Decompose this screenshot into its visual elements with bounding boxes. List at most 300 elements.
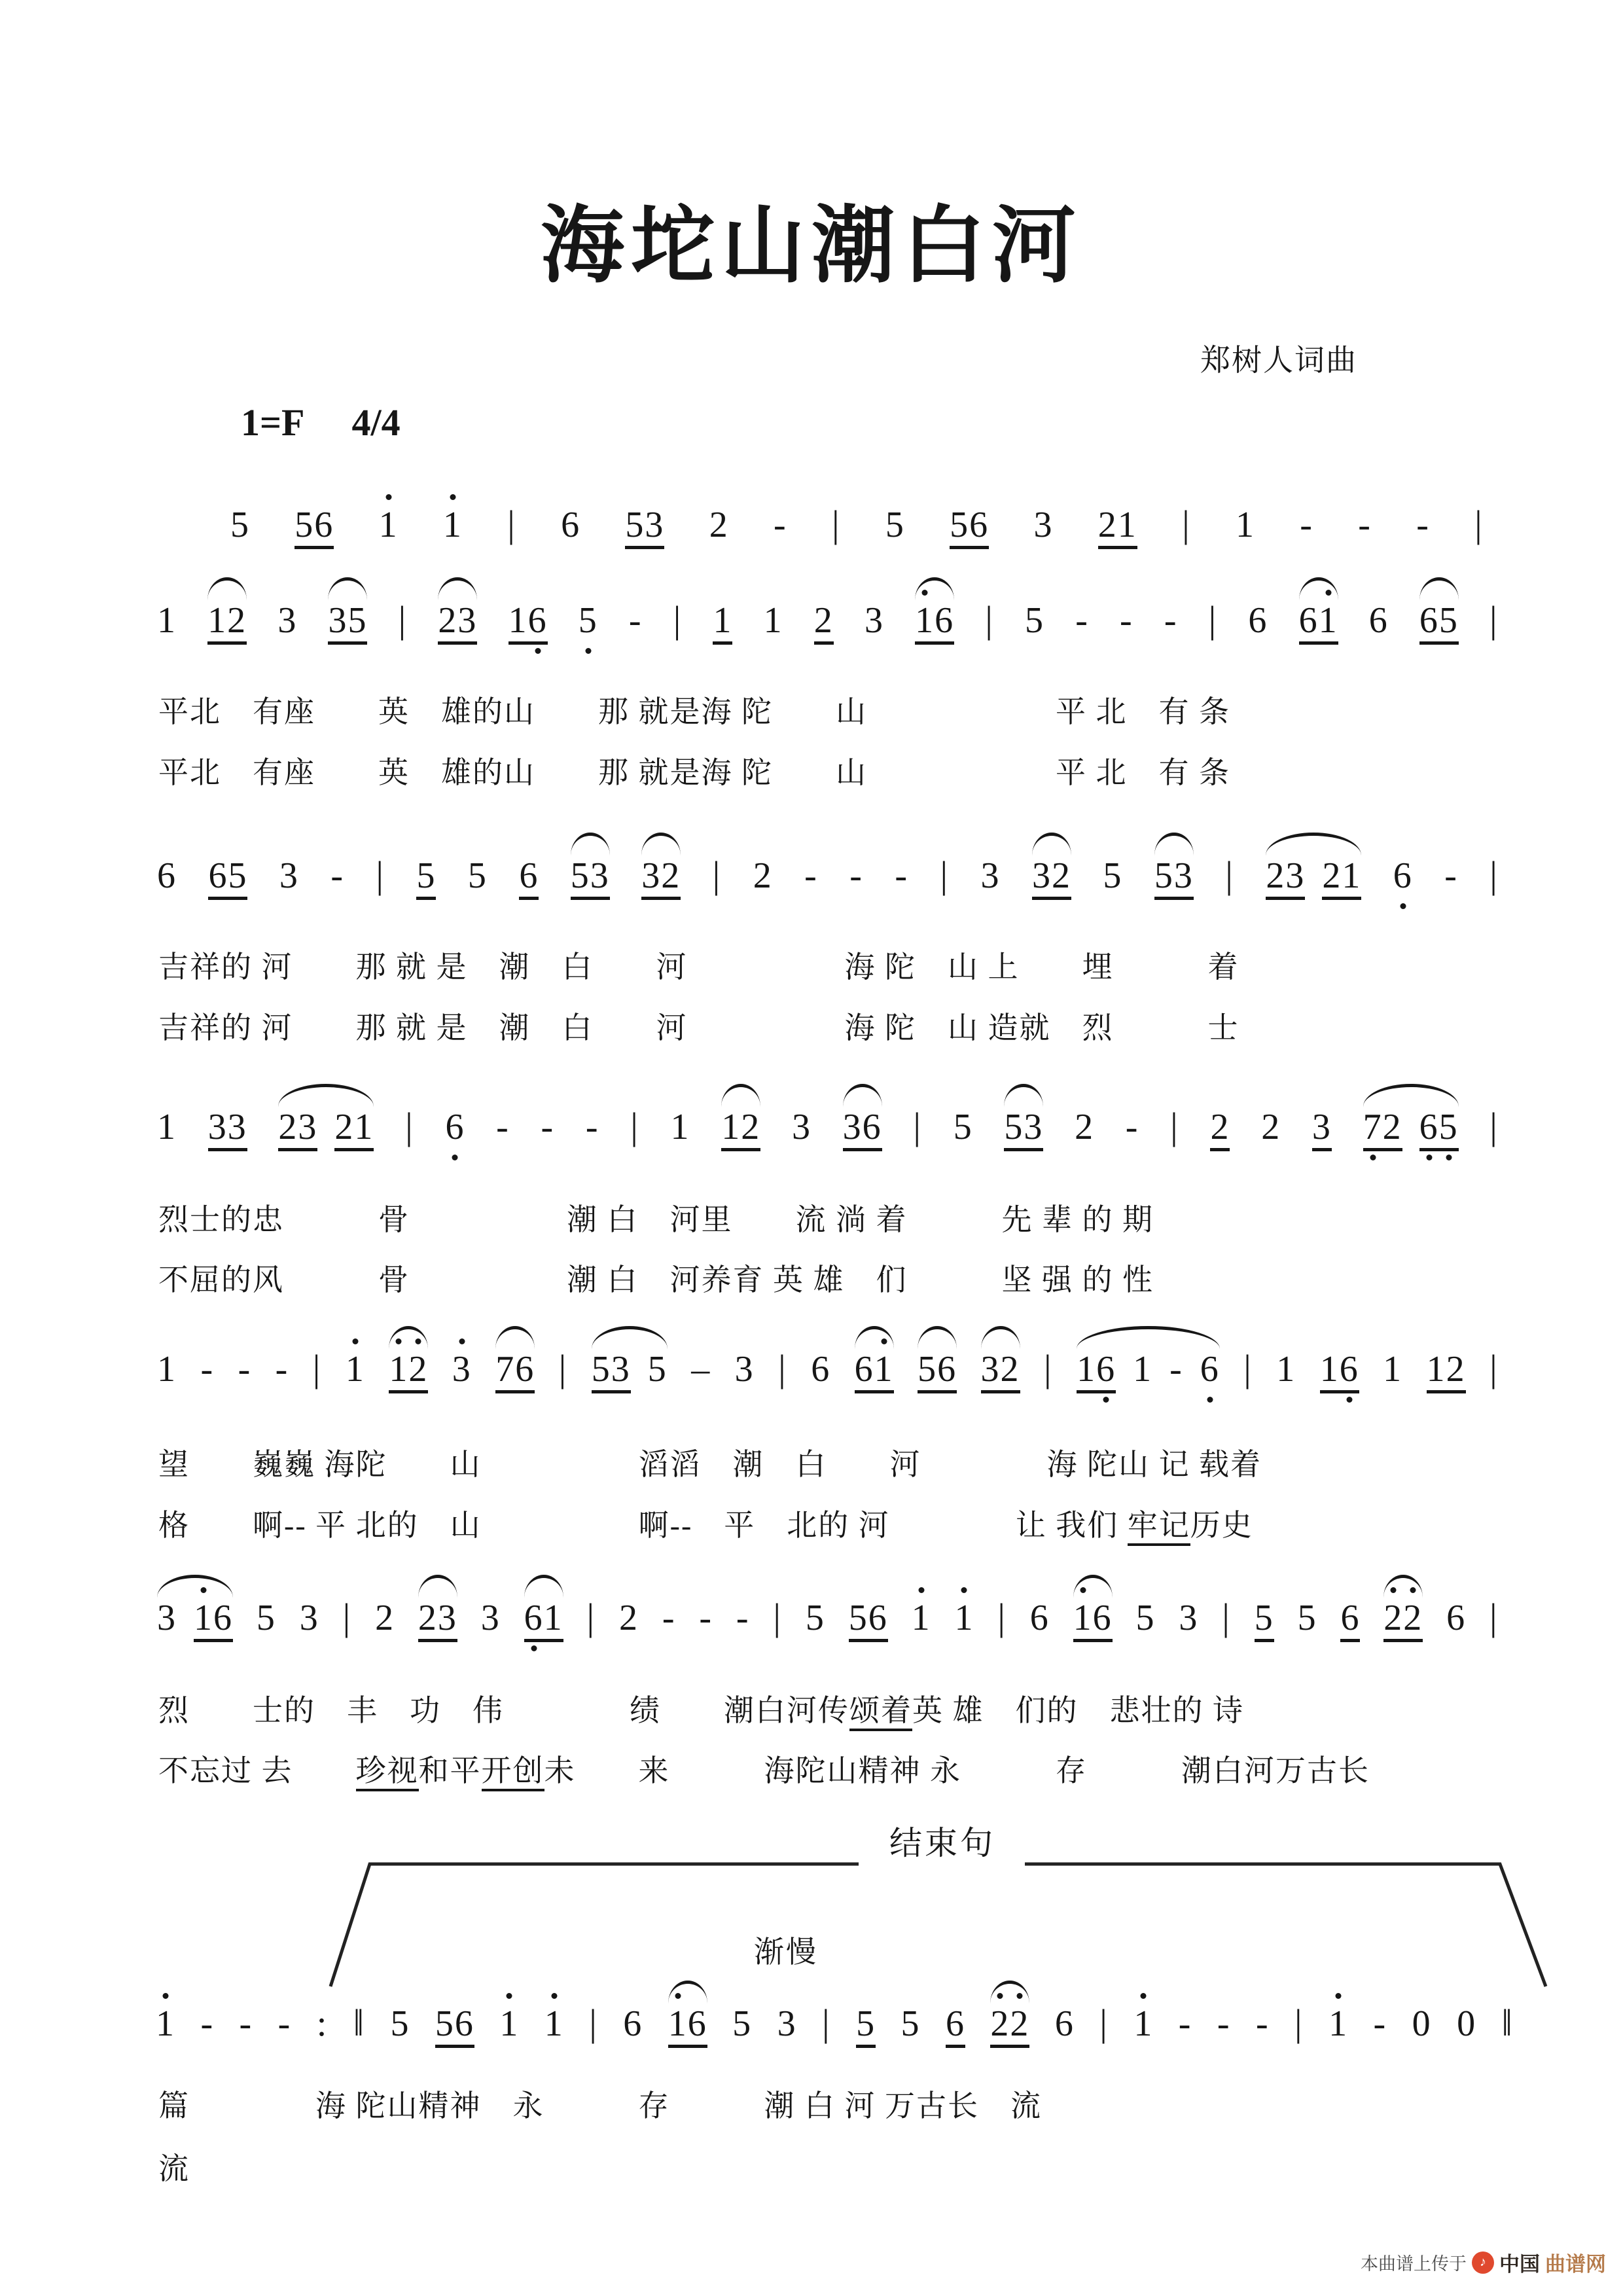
note-token: 2 xyxy=(709,505,729,545)
note-token: 1 6 xyxy=(508,602,548,645)
duration-dash: - xyxy=(804,855,818,896)
note-token: 3 xyxy=(1033,505,1054,545)
duration-dash: - xyxy=(1164,600,1178,641)
barline: | xyxy=(985,598,994,641)
slur-group xyxy=(418,1600,457,1642)
note-token: 5 xyxy=(732,2003,753,2044)
lyric-line-12 xyxy=(158,2152,190,2187)
octave-dot-below xyxy=(1446,1155,1452,1160)
note-token: 1 xyxy=(713,602,732,645)
barline: | xyxy=(586,1596,596,1638)
note-token: 6 xyxy=(445,1109,465,1145)
octave-dot-above xyxy=(459,1338,465,1344)
note-token: 1 2 xyxy=(207,602,247,645)
duration-dash: - xyxy=(275,1349,289,1390)
octave-dot-above xyxy=(396,1338,402,1344)
barline: | xyxy=(1474,503,1484,545)
barline: | xyxy=(997,1596,1007,1638)
lyric-line-9 xyxy=(158,1694,1244,1729)
note-token: 5 xyxy=(579,602,598,639)
lyric-line-8 xyxy=(158,1509,1253,1543)
lyric-segment: 和平 xyxy=(418,1754,482,1787)
note-token: 1 xyxy=(1133,1349,1153,1390)
lyric-segment: 吉祥的 河 那 就 是 潮 白 河 海 陀 山 上 埋 着 xyxy=(158,950,1240,984)
octave-dot-above xyxy=(551,1993,557,1999)
duration-dash: - xyxy=(849,855,863,896)
duration-dash: - xyxy=(736,1598,750,1638)
octave-dot-above xyxy=(961,1587,967,1593)
note-token: 2 1 xyxy=(1322,857,1361,900)
lyric-segment-underlined: 开创 xyxy=(482,1754,544,1791)
barline: | xyxy=(1489,853,1499,896)
music-line-7 xyxy=(156,2001,1514,2048)
lyric-line-6 xyxy=(158,1263,1154,1298)
duration-dash: - xyxy=(1075,600,1089,641)
octave-dot-below xyxy=(1103,1397,1109,1403)
note-token: 1 xyxy=(346,1351,365,1388)
barline: | xyxy=(405,1105,414,1147)
time-signature: 4/4 xyxy=(351,401,401,444)
note-token: 3 5 xyxy=(328,602,367,645)
duration-dash: - xyxy=(238,1349,252,1390)
note-token: 6 xyxy=(623,2003,643,2044)
slur-group xyxy=(1032,857,1071,900)
music-line-2 xyxy=(157,598,1499,645)
lyric-line-11 xyxy=(158,2089,1042,2124)
note-token: 1 xyxy=(157,1107,177,1147)
octave-dot-above xyxy=(1410,1587,1416,1593)
slur-group xyxy=(157,1600,233,1642)
note-token: 5 xyxy=(885,505,905,545)
music-line-6 xyxy=(157,1598,1499,1642)
note-token: 2 xyxy=(375,1598,395,1638)
lyric-line-10 xyxy=(158,1754,1370,1789)
barline: | xyxy=(507,503,516,545)
note-token: 5 xyxy=(390,2003,410,2044)
duration-dash: - xyxy=(895,855,908,896)
barline: | xyxy=(1294,2001,1304,2044)
upload-note-text: 本曲谱上传于 xyxy=(1361,2254,1467,2274)
barline: | xyxy=(1489,598,1499,641)
duration-dash: - xyxy=(1444,855,1458,896)
duration-dash: - xyxy=(699,1598,713,1638)
duration-dash: – xyxy=(691,1349,711,1390)
octave-dot-above xyxy=(385,494,391,500)
octave-dot-above xyxy=(881,1338,887,1344)
lyric-line-1 xyxy=(158,695,1230,730)
duration-dash: - xyxy=(541,1107,555,1147)
slur-group xyxy=(1004,1109,1043,1151)
note-token: 1 xyxy=(1276,1349,1296,1390)
lyric-segment: 平北 有座 英 雄的山 那 就是海 陀 山 平 北 有 条 xyxy=(158,756,1230,789)
barline: | xyxy=(822,2001,831,2044)
note-token: 5 3 xyxy=(1004,1109,1043,1151)
note-token: 2 3 xyxy=(1266,857,1305,900)
octave-dot-above xyxy=(507,1993,512,1999)
octave-dot-above xyxy=(201,1587,207,1593)
barline: | xyxy=(712,853,722,896)
barline: | xyxy=(558,1347,568,1390)
duration-dash: - xyxy=(330,855,344,896)
note-token: 3 3 xyxy=(208,1109,247,1151)
note-token: 5 xyxy=(856,2005,876,2048)
double-barline: ‖ xyxy=(1501,2001,1514,2044)
note-token: 1 xyxy=(912,1600,931,1636)
note-token: 2 2 xyxy=(990,2005,1029,2048)
site-name-orange: 曲谱网 xyxy=(1545,2253,1606,2276)
note-token: 5 xyxy=(256,1598,276,1638)
barline: | xyxy=(673,598,683,641)
note-token: 3 xyxy=(1179,1598,1199,1638)
barline: | xyxy=(1489,1596,1499,1638)
lyric-segment: 格 啊-- 平 北的 山 啊-- 平 北的 河 让 我们 xyxy=(158,1509,1128,1542)
note-token: 1 xyxy=(1133,2005,1153,2042)
lyric-segment: 英 雄 们的 悲壮的 诗 xyxy=(912,1694,1244,1727)
octave-dot-below xyxy=(1370,1155,1376,1160)
music-line-3 xyxy=(157,853,1499,900)
note-token: 1 xyxy=(1329,2005,1348,2042)
note-token: 1 xyxy=(954,1600,974,1636)
octave-dot-above xyxy=(416,1338,421,1344)
note-token: 3 xyxy=(480,1598,501,1638)
note-token: 2 2 xyxy=(1383,1600,1423,1642)
slur-group xyxy=(328,602,367,645)
slur-group xyxy=(1383,1600,1423,1642)
note-token: 1 xyxy=(379,507,399,543)
octave-dot-above xyxy=(918,1587,924,1593)
barline: | xyxy=(376,853,385,896)
slur-group xyxy=(918,1351,957,1393)
note-token: 2 xyxy=(753,855,773,896)
slur-group xyxy=(1154,857,1194,900)
lyric-line-4 xyxy=(158,1011,1240,1046)
note-token: 1 xyxy=(443,507,463,543)
note-token: 5 6 xyxy=(849,1600,888,1642)
music-line-4 xyxy=(157,1107,1499,1151)
composer-credit: 郑树人词曲 xyxy=(1200,344,1357,377)
note-token: 5 xyxy=(1103,855,1123,896)
note-token: 5 3 xyxy=(592,1351,631,1393)
barline: | xyxy=(630,1105,639,1147)
slur-group xyxy=(495,1351,535,1393)
note-token: 6 xyxy=(157,855,177,896)
barline: | xyxy=(773,1596,783,1638)
note-token: 3 2 xyxy=(981,1351,1020,1393)
duration-dash: - xyxy=(662,1598,676,1638)
note-token: 6 xyxy=(1200,1351,1220,1388)
lyric-line-3 xyxy=(158,950,1240,985)
duration-dash: - xyxy=(1120,600,1133,641)
note-token: 1 6 xyxy=(1077,1351,1116,1393)
duration-dash: - xyxy=(1255,2003,1270,2044)
note-token: 1 xyxy=(544,2005,564,2042)
barline: | xyxy=(1225,853,1234,896)
slur-group xyxy=(915,602,954,645)
lyric-segment: 烈士的忠 骨 潮 白 河里 流 淌 着 先 辈 的 期 xyxy=(158,1203,1154,1236)
note-token: 3 xyxy=(791,1107,812,1147)
barline: | xyxy=(1208,598,1218,641)
key-value: 1=F xyxy=(241,401,305,444)
slur-group xyxy=(389,1351,428,1393)
barline: | xyxy=(342,1596,352,1638)
barline: | xyxy=(1489,1105,1499,1147)
note-token: 6 xyxy=(1393,857,1413,894)
music-line-5 xyxy=(157,1347,1499,1393)
note-token: 5 3 xyxy=(1154,857,1194,900)
octave-dot-above xyxy=(352,1338,358,1344)
note-token: 6 1 xyxy=(524,1600,563,1642)
slur-group xyxy=(1077,1351,1220,1393)
slur-group xyxy=(1266,857,1361,900)
note-token: 5 xyxy=(805,1598,825,1638)
note-token: 3 xyxy=(864,600,884,641)
qupu-site-logo-icon: ♪ xyxy=(1472,2251,1494,2274)
barline: | xyxy=(1182,503,1191,545)
rest-token: 0 xyxy=(1457,2003,1477,2044)
lyric-segment-underlined: 牢记 xyxy=(1128,1509,1190,1546)
octave-dot-above xyxy=(1325,590,1331,596)
note-token: 5 xyxy=(1297,1598,1317,1638)
music-line-1 xyxy=(230,505,1484,549)
slur-group xyxy=(855,1351,894,1393)
lyric-segment-underlined: 珍视 xyxy=(356,1754,419,1791)
note-token: 1 xyxy=(157,600,177,641)
note-token: 5 6 xyxy=(294,507,334,549)
note-token: 3 xyxy=(452,1351,472,1388)
barline: | xyxy=(398,598,408,641)
lyric-segment: 不忘过 去 xyxy=(158,1754,356,1787)
note-token: 2 3 xyxy=(278,1109,317,1151)
duration-dash: - xyxy=(496,1107,510,1147)
note-token: 2 1 xyxy=(1098,507,1137,549)
note-token: 7 2 xyxy=(1363,1109,1402,1151)
note-token: 6 1 xyxy=(855,1351,894,1393)
ending-phrase-label: 结束句 xyxy=(889,1825,995,1861)
octave-dot-above xyxy=(1336,1993,1342,1999)
rest-token: 0 xyxy=(1412,2003,1432,2044)
octave-dot-below xyxy=(1346,1397,1352,1403)
note-token: 1 6 xyxy=(194,1600,233,1642)
note-token: 6 xyxy=(1368,600,1389,641)
note-token: 5 6 xyxy=(918,1351,957,1393)
note-token: 6 5 xyxy=(208,857,247,900)
note-token: 5 xyxy=(1025,600,1045,641)
note-token: 1 xyxy=(763,600,783,641)
note-token: 6 1 xyxy=(1299,602,1338,645)
barline: | xyxy=(913,1105,922,1147)
note-token: 2 xyxy=(814,602,834,645)
note-token: 3 xyxy=(777,2003,797,2044)
lyric-segment: 吉祥的 河 那 就 是 潮 白 河 海 陀 山 造就 烈 士 xyxy=(158,1011,1240,1045)
repeat-colon: : xyxy=(316,2003,329,2044)
duration-dash: - xyxy=(277,2003,292,2044)
barline: | xyxy=(1099,2001,1109,2044)
duration-dash: - xyxy=(239,2003,253,2044)
note-token: 3 xyxy=(1312,1109,1332,1151)
note-token: 5 xyxy=(647,1349,668,1390)
note-token: 6 xyxy=(1340,1600,1360,1642)
note-token: 3 xyxy=(279,855,299,896)
tempo-marking: 渐慢 xyxy=(754,1935,818,1969)
slur-group xyxy=(207,602,247,645)
note-token: 5 xyxy=(230,505,250,545)
note-token: 1 2 xyxy=(389,1351,428,1393)
note-token: 1 6 xyxy=(1320,1351,1359,1393)
lyric-line-2 xyxy=(158,756,1230,791)
watermark-footer xyxy=(1361,2248,1606,2277)
note-token: 1 xyxy=(499,2005,519,2042)
slur-group xyxy=(990,2005,1029,2048)
note-token: 6 5 xyxy=(1419,1109,1459,1151)
key-signature xyxy=(241,401,401,444)
octave-dot-below xyxy=(531,1645,537,1651)
note-token: 5 xyxy=(416,857,436,900)
slur-group xyxy=(1299,602,1338,645)
octave-dot-below xyxy=(535,648,541,654)
lyric-segment: 平北 有座 英 雄的山 那 就是海 陀 山 平 北 有 条 xyxy=(158,695,1230,728)
slur-group xyxy=(668,2005,707,2048)
note-token: 5 xyxy=(901,2003,921,2044)
slur-group xyxy=(278,1109,374,1151)
note-token: 2 xyxy=(1210,1109,1230,1151)
barline: | xyxy=(312,1347,322,1390)
note-token: 6 xyxy=(1446,1598,1467,1638)
octave-dot-above xyxy=(1017,1993,1023,1999)
octave-dot-below xyxy=(1426,1155,1432,1160)
note-token: 1 xyxy=(157,1349,177,1390)
note-token: 3 xyxy=(980,855,1001,896)
note-token: 5 3 xyxy=(571,857,610,900)
note-token: 1 xyxy=(1383,1349,1403,1390)
barline: | xyxy=(940,853,950,896)
lyric-segment: 流 xyxy=(158,2152,190,2185)
note-token: 6 xyxy=(561,505,581,545)
note-token: 3 xyxy=(299,1598,319,1638)
note-token: 5 xyxy=(953,1107,973,1147)
barline: | xyxy=(1222,1596,1231,1638)
note-token: 6 xyxy=(1054,2003,1075,2044)
note-token: 6 xyxy=(519,857,539,900)
double-barline: ‖ xyxy=(353,2001,366,2044)
slur-group xyxy=(843,1109,882,1151)
duration-dash: - xyxy=(1125,1107,1139,1147)
duration-dash: - xyxy=(1217,2003,1231,2044)
note-token: 2 xyxy=(1261,1107,1281,1147)
lyric-segment: 烈 士的 丰 功 伟 绩 潮白河传 xyxy=(158,1694,849,1727)
note-token: 6 xyxy=(1248,600,1268,641)
slur-group xyxy=(592,1351,668,1393)
note-token: 1 6 xyxy=(1073,1600,1113,1642)
octave-dot-above xyxy=(1141,1993,1147,1999)
note-token: 5 6 xyxy=(435,2005,474,2048)
slur-group xyxy=(524,1600,563,1642)
duration-dash: - xyxy=(1178,2003,1192,2044)
slur-group xyxy=(438,602,477,645)
slur-group xyxy=(1419,602,1459,645)
note-token: 2 3 xyxy=(418,1600,457,1642)
duration-dash: - xyxy=(774,505,787,545)
lyric-segment: 篇 海 陀山精神 永 存 潮 白 河 万古长 流 xyxy=(158,2089,1042,2123)
note-token: 6 5 xyxy=(1419,602,1459,645)
barline: | xyxy=(1243,1347,1253,1390)
note-token: 3 6 xyxy=(843,1109,882,1151)
barline: | xyxy=(1044,1347,1053,1390)
note-token: 3 2 xyxy=(1032,857,1071,900)
site-name-black: 中国 xyxy=(1499,2253,1540,2276)
note-token: 5 xyxy=(467,855,488,896)
note-token: 1 xyxy=(670,1107,690,1147)
note-token: 3 xyxy=(157,1598,177,1638)
lyric-segment: 不屈的风 骨 潮 白 河养育 英 雄 们 坚 强 的 性 xyxy=(158,1263,1154,1297)
octave-dot-below xyxy=(452,1155,458,1160)
lyric-line-5 xyxy=(158,1203,1154,1238)
barline: | xyxy=(778,1347,787,1390)
duration-dash: - xyxy=(1416,505,1430,545)
octave-dot-above xyxy=(1391,1587,1397,1593)
duration-dash: - xyxy=(1300,505,1313,545)
barline: | xyxy=(831,503,841,545)
slur-group xyxy=(571,857,610,900)
page-title: 海坨山潮白河 xyxy=(540,200,1082,293)
note-token: 2 1 xyxy=(334,1109,374,1151)
octave-dot-above xyxy=(163,1993,169,1999)
octave-dot-above xyxy=(1080,1587,1086,1593)
octave-dot-above xyxy=(675,1993,681,1999)
note-token: 2 3 xyxy=(438,602,477,645)
duration-dash: - xyxy=(1169,1349,1183,1390)
octave-dot-below xyxy=(585,648,591,654)
note-token: 1 xyxy=(156,2005,175,2042)
lyric-segment: 望 巍巍 海陀 山 滔滔 潮 白 河 海 陀山 记 载着 xyxy=(158,1448,1262,1481)
duration-dash: - xyxy=(200,2003,215,2044)
note-token: 6 xyxy=(811,1349,831,1390)
note-token: 6 xyxy=(946,2005,965,2048)
slur-group xyxy=(1363,1109,1459,1151)
note-token: 3 xyxy=(277,600,298,641)
note-token: 3 xyxy=(734,1349,755,1390)
note-token: 5 xyxy=(1135,1598,1156,1638)
note-token: 2 xyxy=(1075,1107,1095,1147)
lyric-line-7 xyxy=(158,1448,1262,1482)
note-token: 1 2 xyxy=(721,1109,760,1151)
duration-dash: - xyxy=(585,1107,599,1147)
barline: | xyxy=(1489,1347,1499,1390)
slur-group xyxy=(721,1109,760,1151)
octave-dot-below xyxy=(1400,903,1406,909)
barline: | xyxy=(589,2001,598,2044)
note-token: 1 xyxy=(1235,505,1255,545)
note-token: 3 2 xyxy=(641,857,681,900)
duration-dash: - xyxy=(1373,2003,1387,2044)
slur-group xyxy=(1073,1600,1113,1642)
lyric-segment-underlined: 颂着 xyxy=(849,1694,912,1731)
note-token: 5 6 xyxy=(950,507,989,549)
note-token: 1 6 xyxy=(668,2005,707,2048)
note-token: 2 xyxy=(618,1598,639,1638)
barline: | xyxy=(1170,1105,1179,1147)
note-token: 5 3 xyxy=(625,507,664,549)
duration-dash: - xyxy=(200,1349,215,1390)
note-token: 1 6 xyxy=(915,602,954,645)
duration-dash: - xyxy=(1358,505,1372,545)
lyric-segment: 未 来 海陀山精神 永 存 潮白河万古长 xyxy=(544,1754,1370,1787)
note-token: 7 6 xyxy=(495,1351,535,1393)
duration-dash: - xyxy=(628,600,643,641)
note-token: 1 2 xyxy=(1427,1351,1466,1393)
octave-dot-above xyxy=(997,1993,1003,1999)
note-token: 5 xyxy=(1255,1600,1274,1642)
slur-group xyxy=(641,857,681,900)
